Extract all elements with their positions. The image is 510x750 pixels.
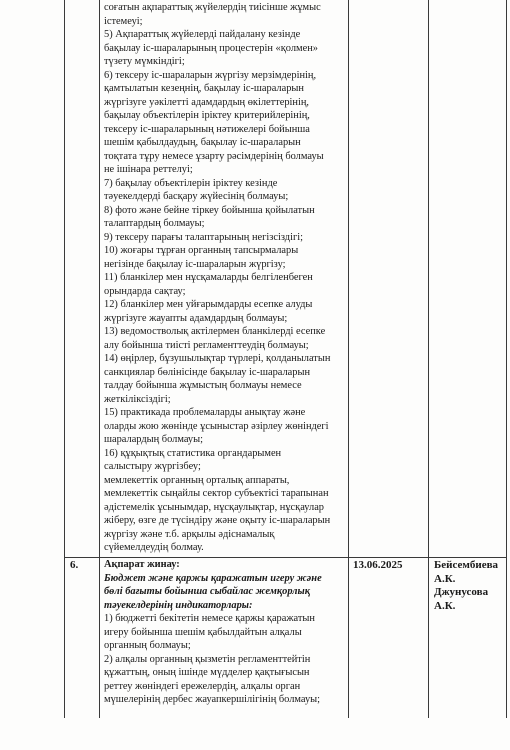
text-line: тәуекелдерді басқару жүйесінің болмауы; xyxy=(104,191,289,202)
text-line: түзету мүмкіндігі; xyxy=(104,56,185,67)
text-line: органның болмауы; xyxy=(104,640,191,651)
row-6-heading: Ақпарат жинау: xyxy=(104,559,180,570)
text-line: жеткіліксіздігі; xyxy=(104,393,171,405)
text-line: 11) бланкілер мен нұсқамаларды белгіленбеген xyxy=(104,272,313,283)
text-line: қамтылатын кезеңнің, бақылау іс-шараларын xyxy=(104,83,304,94)
row-6-subheading xyxy=(104,572,322,613)
text-line: тоқтата тұру немесе ұзарту рәсімдерінің болмауы xyxy=(104,150,324,162)
subheading-line: Бюджет және қаржы қаражатын игеру және xyxy=(104,572,322,584)
text-line: жүргізу және т.б. арқылы әдіснамалық xyxy=(104,528,275,540)
text-line: 12) бланкілер мен уйғарымдарды есепке алуды xyxy=(104,299,313,310)
table-left-border xyxy=(64,0,65,718)
responsible-line: Бейсембиева xyxy=(434,559,499,571)
text-line: мемлекеттік сыңайлы сектор субъектісі тарапынан xyxy=(104,488,329,499)
text-line: мүшелерінің дербес жауапкершілігінің болмауы; xyxy=(104,694,321,705)
text-line: оларды жою жөнінде ұсыныстар әзірлеу жөніндегі xyxy=(104,420,329,432)
text-line: 15) практикада проблемаларды анықтау және xyxy=(104,407,306,418)
text-line: негізінде бақылау іс-шараларын жүргізу; xyxy=(104,258,286,270)
text-line: 9) тексеру парағы талаптарының негізсіздігі; xyxy=(104,231,304,243)
text-line: 7) бақылау объектілерін іріктеу кезінде xyxy=(104,177,278,189)
text-line: талдау бойынша жұмыстың болмауы немесе xyxy=(104,380,302,391)
subheading-line: тәуекелдерінің индикаторлары: xyxy=(104,599,253,611)
text-line: орындарда сақтау; xyxy=(104,285,186,297)
responsible-line: А.К. xyxy=(434,572,456,585)
text-line: 8) фото және бейне тіркеу бойынша қойылатын xyxy=(104,204,315,216)
text-line: 16) құқықтық статистика органдарымен xyxy=(104,447,282,459)
text-line: 5) Ақпараттық жүйелерді пайдалану кезінде xyxy=(104,29,301,40)
text-line: талаптардың болмауы; xyxy=(104,218,205,229)
text-line: санкциялар бөлінісінде бақылау іс-шараларын xyxy=(104,366,311,378)
text-line: 10) жоғары тұрған органның тапсырмалары xyxy=(104,245,299,256)
table-right-border xyxy=(506,0,507,718)
row-6-items xyxy=(104,612,322,707)
text-line: 14) өңірлер, бұзушылықтар түрлері, қолданылатын xyxy=(104,353,331,364)
text-line: істемеуі; xyxy=(104,15,143,27)
table-col-divider-2 xyxy=(348,0,349,718)
text-line: бақылау іс-шараларының процестерін «қолмен» xyxy=(104,42,318,54)
text-line: салыстыру жүргізбеу; xyxy=(104,461,201,472)
responsible-persons xyxy=(434,559,498,613)
responsible-line: Джунусова xyxy=(434,586,489,598)
row-number: 6. xyxy=(70,559,79,571)
text-line: тексеру іс-шараларының нәтижелері бойынша xyxy=(104,123,310,135)
text-line: 13) ведомостволық актілермен бланкілерді есепке xyxy=(104,326,326,337)
text-line: құжаттың, оның ішінде мүдделер қақтығысын xyxy=(104,667,310,678)
text-line: 2) алқалы органның қызметін регламенттейтін xyxy=(104,653,311,665)
text-line: жіберу, өзге де түсіндіру және оқыту іс-шараларын xyxy=(104,515,331,526)
table-col-divider-3 xyxy=(428,0,429,718)
text-line: сүйемелдеудің болмау. xyxy=(104,542,204,553)
text-line: соғатын ақпараттық жүйелердің тиісінше жұмыс xyxy=(104,2,321,13)
responsible-line: А.К. xyxy=(434,599,456,612)
table-col-divider-1 xyxy=(99,0,100,718)
text-line: не ішінара реттелуі; xyxy=(104,164,193,175)
subheading-line: бөлі бағыты бойынша сыбайлас жемқорлық xyxy=(104,586,310,597)
text-line: жүргізуге уәкілетті адамдардың өкілеттерінің, xyxy=(104,96,310,108)
text-line: шаралардың болмауы; xyxy=(104,434,203,445)
continued-row-description xyxy=(104,1,330,555)
text-line: игеру бойынша шешім қабылдайтын алқалы xyxy=(104,626,302,638)
text-line: бақылау объектілерін іріктеу критерийлерінің, xyxy=(104,110,310,121)
row-6-description xyxy=(104,558,322,707)
text-line: алу бойынша тиісті регламенттеудің болмауы; xyxy=(104,339,309,351)
text-line: шешім қабылдаудың, бақылау іс-шараларын xyxy=(104,137,301,148)
text-line: 1) бюджетті бекітетін немесе қаржы қаражатын xyxy=(104,613,315,624)
text-line: жүргізуге жауапты адамдардың болмауы; xyxy=(104,312,288,324)
deadline-date: 13.06.2025 xyxy=(353,559,403,571)
text-line: әдістемелік ұсынымдар, нұсқаулықтар, нұсқаулар xyxy=(104,501,325,513)
text-line: мемлекеттік органның орталық аппараты, xyxy=(104,474,290,486)
text-line: 6) тексеру іс-шараларын жүргізу мерзімдерінің, xyxy=(104,69,317,81)
text-line: реттеу жөніндегі ережелердің, алқалы орган xyxy=(104,680,301,692)
